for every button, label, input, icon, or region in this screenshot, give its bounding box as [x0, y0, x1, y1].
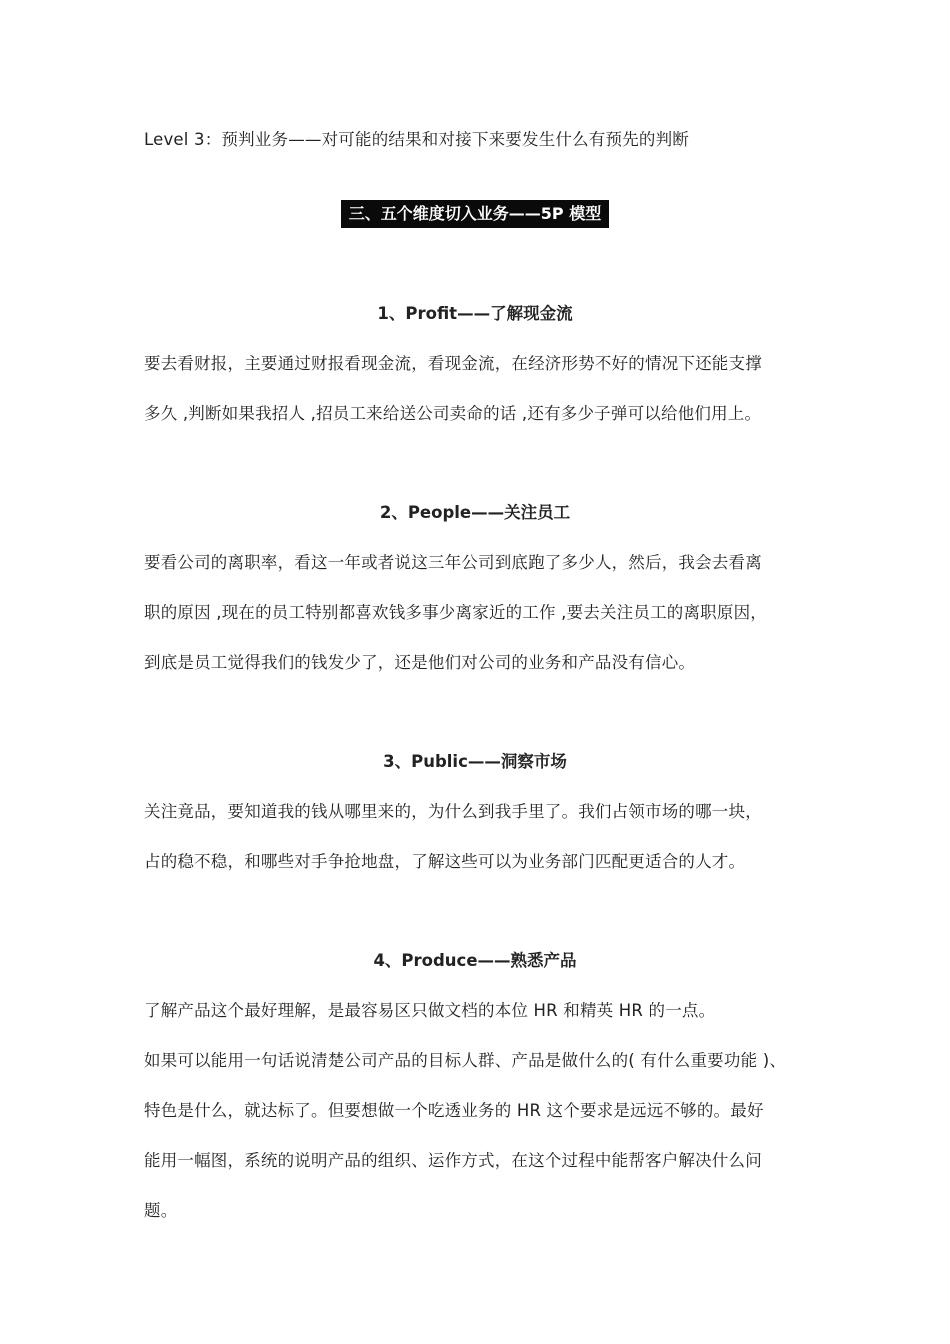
section-heading-profit: 1、Profit——了解现金流 — [377, 304, 573, 323]
section-heading-produce: 4、Produce——熟悉产品 — [373, 951, 577, 970]
section-title-banner — [0, 200, 950, 228]
section-heading-people: 2、People——关注员工 — [379, 503, 571, 522]
paragraph-line: 职的原因 ,现在的员工特别都喜欢钱多事少离家近的工作 ,要去关注员工的离职原因， — [144, 603, 767, 622]
paragraph-line: 要去看财报，主要通过财报看现金流，看现金流，在经济形势不好的情况下还能支撑 — [144, 354, 762, 373]
paragraph-line: 特色是什么，就达标了。但要想做一个吃透业务的 HR 这个要求是远远不够的。最好 — [144, 1101, 764, 1120]
paragraph-line: 了解产品这个最好理解，是最容易区只做文档的本位 HR 和精英 HR 的一点。 — [144, 1001, 716, 1020]
paragraph-line: 关注竟品，要知道我的钱从哪里来的，为什么到我手里了。我们占领市场的哪一块， — [144, 802, 762, 821]
level3-text: Level 3：预判业务——对可能的结果和对接下来要发生什么有预先的判断 — [144, 130, 689, 149]
section-title: 三、五个维度切入业务——5P 模型 — [341, 200, 609, 228]
paragraph-line: 如果可以能用一句话说清楚公司产品的目标人群、产品是做什么的( 有什么重要功能 )、 — [144, 1051, 787, 1070]
section-heading-public: 3、Public——洞察市场 — [383, 752, 567, 771]
paragraph-line: 到底是员工觉得我们的钱发少了，还是他们对公司的业务和产品没有信心。 — [144, 653, 696, 672]
paragraph-line: 多久 ,判断如果我招人 ,招员工来给送公司卖命的话 ,还有多少子弹可以给他们用上。 — [144, 404, 762, 423]
paragraph-line: 占的稳不稳，和哪些对手争抢地盘，了解这些可以为业务部门匹配更适合的人才。 — [144, 852, 746, 871]
paragraph-line: 题。 — [144, 1201, 178, 1220]
paragraph-line: 要看公司的离职率，看这一年或者说这三年公司到底跑了多少人，然后，我会去看离 — [144, 553, 762, 572]
paragraph-line: 能用一幅图，系统的说明产品的组织、运作方式，在这个过程中能帮客户解决什么问 — [144, 1151, 762, 1170]
